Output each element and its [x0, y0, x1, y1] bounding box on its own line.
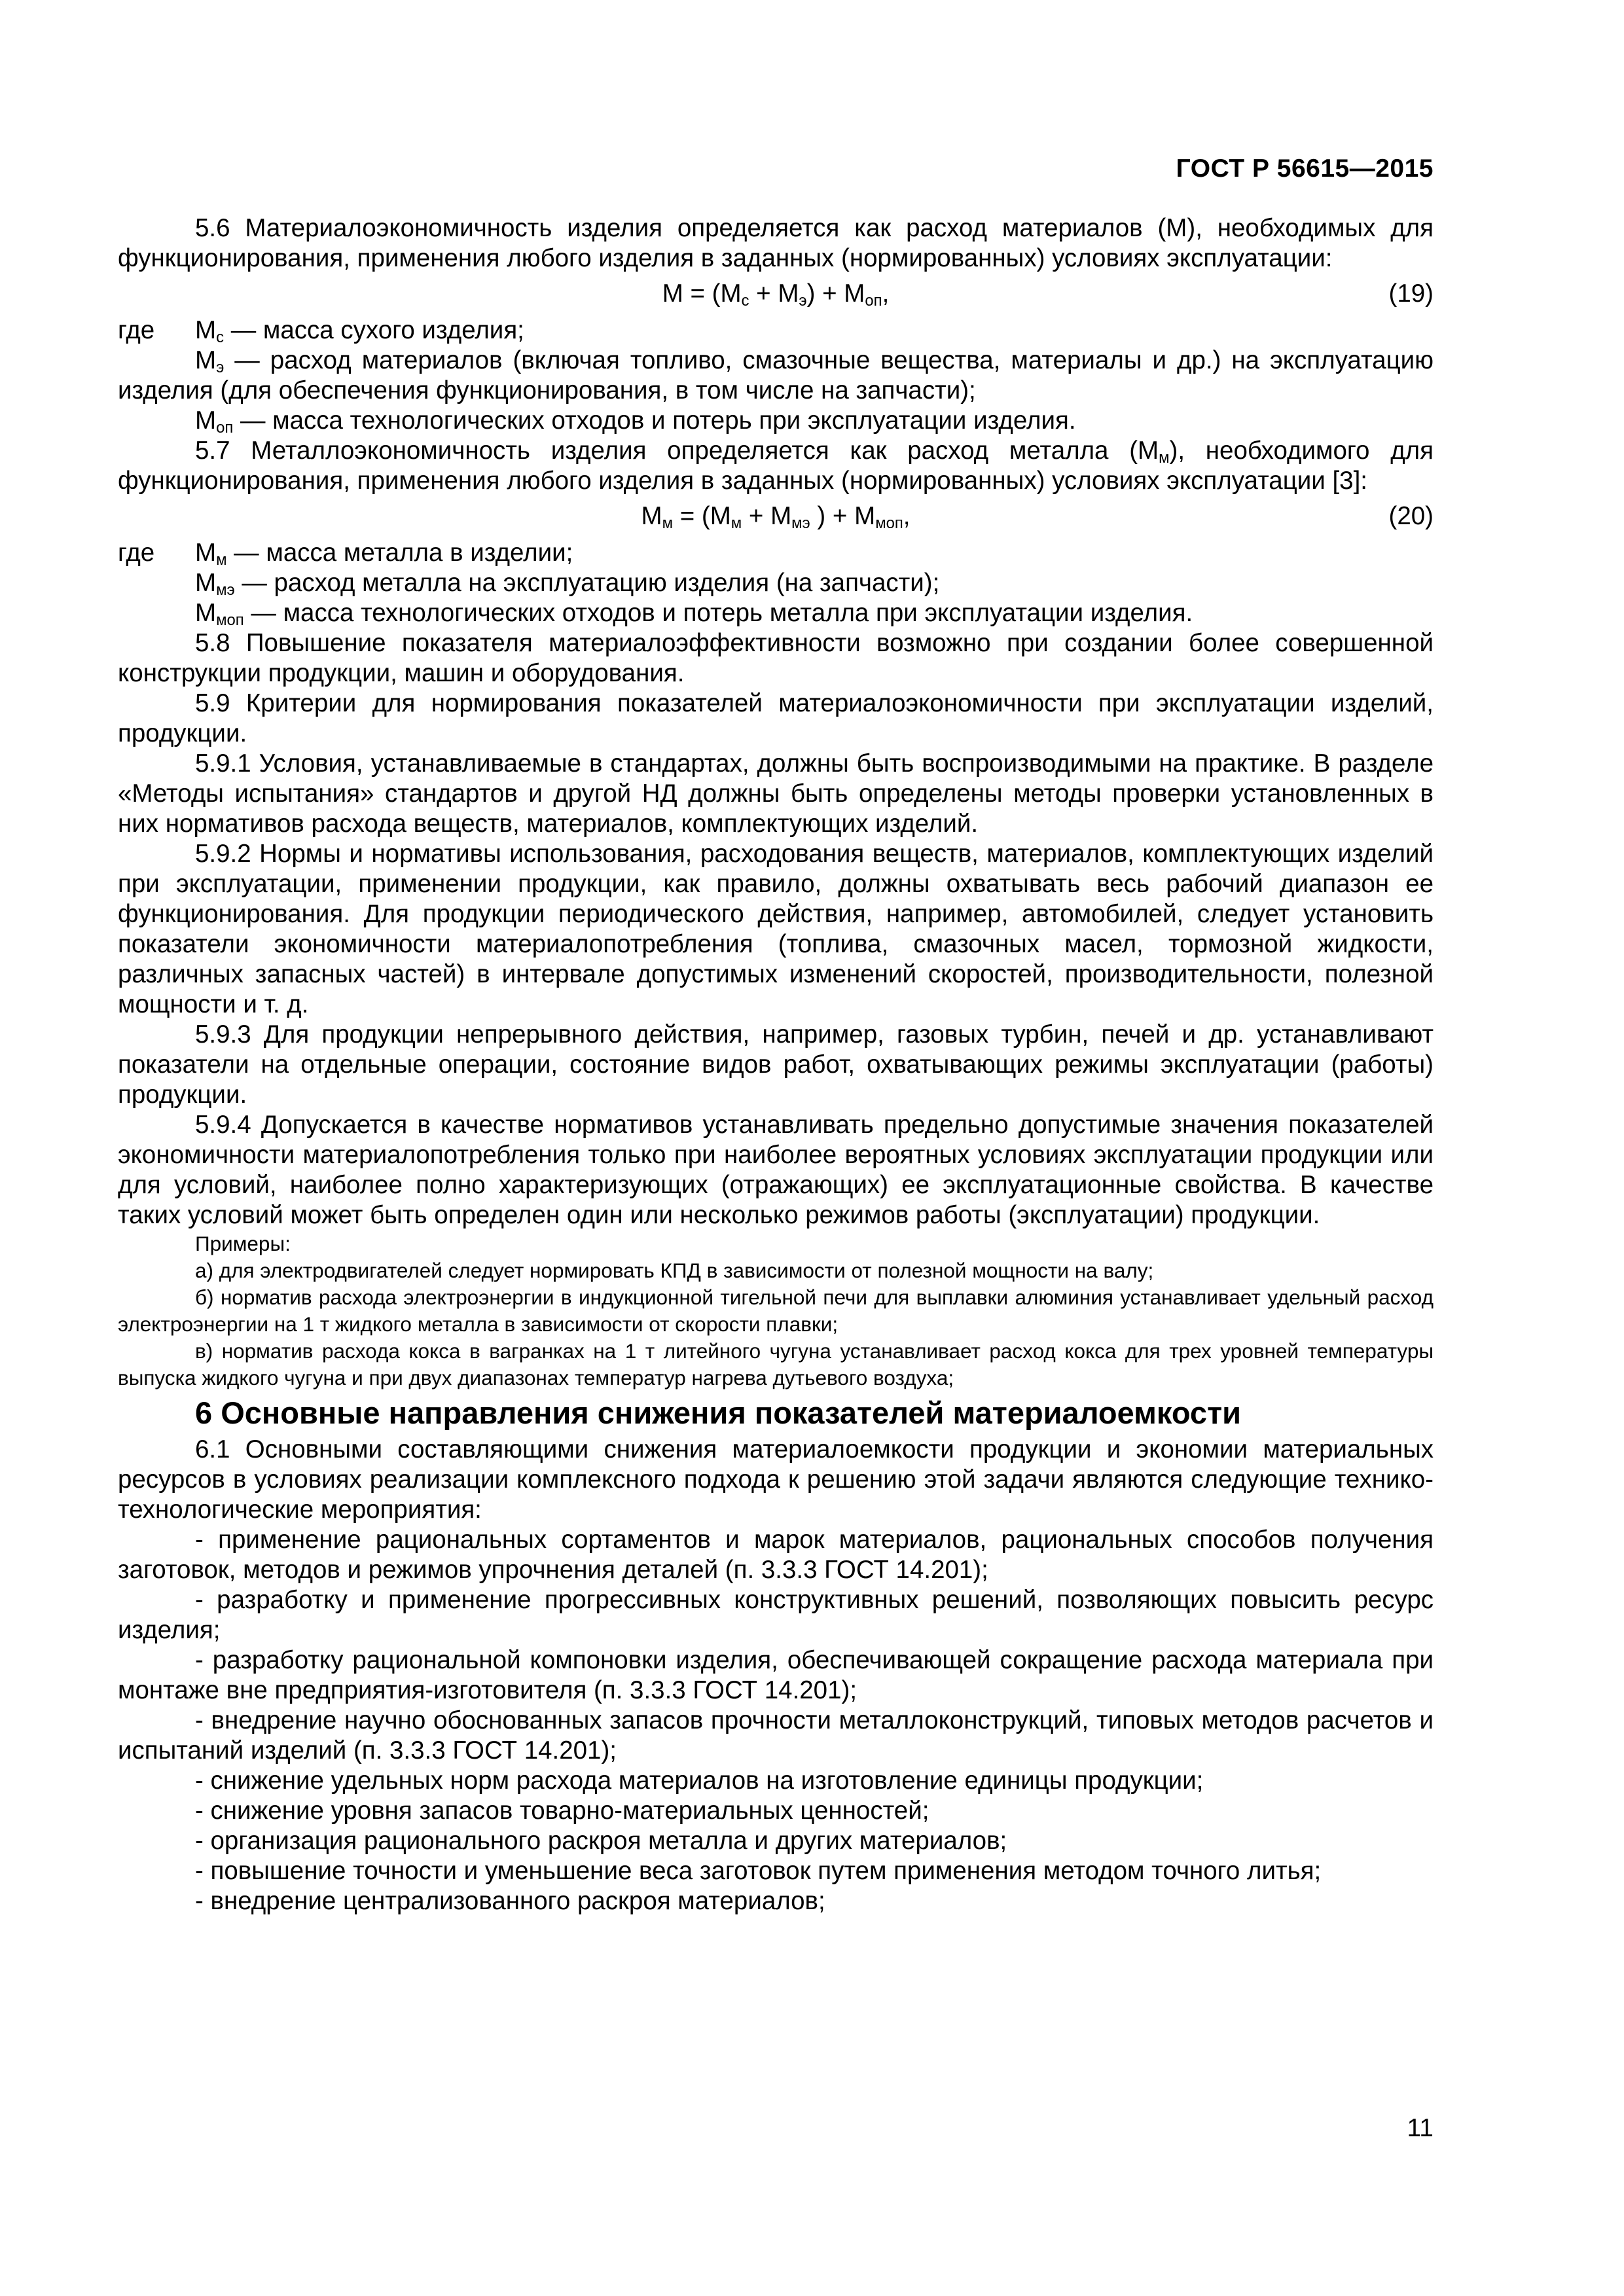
list-item: - применение рациональных сортаментов и марок материалов, рациональных способов получения заготовок, методов и режимов упрочнения деталей (п. 3.3.3 ГОСТ 14.201);: [118, 1526, 1434, 1584]
where-label: где: [118, 316, 155, 344]
formula-19: [118, 279, 1434, 309]
formula-20: [118, 501, 1434, 531]
list-item: - снижение уровня запасов товарно-материальных ценностей;: [195, 1797, 929, 1825]
where-label: где: [118, 539, 155, 567]
paragraph-5-9-1: 5.9.1 Условия, устанавливаемые в стандартах, должны быть воспроизводимыми на практике. В разделе «Методы испытания» стандартов и другой НД должны быть определены методы проверки установленных в них нормативов расхода веществ, материалов, комплектующих изделий.: [118, 749, 1434, 838]
formula-20-number: (20): [1388, 502, 1434, 530]
example-c: в) норматив расхода кокса в вагранках на 1 т литейного чугуна устанавливает расход кокса для трех уровней температуры выпуска жидкого чугуна и при двух диапазонах температур нагрева дутьевого воздуха;: [118, 1339, 1434, 1390]
example-a: а) для электродвигателей следует нормировать КПД в зависимости от полезной мощности на валу;: [195, 1259, 1154, 1282]
definition-20-mme: $М_{мэ}$ — расход металла на эксплуатацию изделия (на запчасти);: [195, 569, 940, 599]
paragraph-5-9-2: 5.9.2 Нормы и нормативы использования, расходования веществ, материалов, комплектующих изделий при эксплуатации, применении продукции, как правило, должны охватывать весь рабочий диапазон ее функционирования. Для продукции периодического действия, например, автомобилей, следует установить показатели экономичности материалопотребления (топлива, смазочных масел, тормозной жидкости, различных запасных частей) в интервале допустимых изменений скоростей, производительности, полезной мощности и т. д.: [118, 840, 1434, 1018]
list-item: - повышение точности и уменьшение веса заготовок путем применения методом точного литья;: [195, 1857, 1322, 1885]
list-item: - снижение удельных норм расхода материалов на изготовление единицы продукции;: [195, 1767, 1204, 1795]
definition-20-mm: где $М_м$ — масса металла в изделии;: [118, 539, 573, 569]
list-item: - внедрение централизованного раскроя материалов;: [195, 1887, 825, 1915]
paragraph-6-1: 6.1 Основными составляющими снижения материалоемкости продукции и экономии материальных ресурсов в условиях реализации комплексного подхода к решению этой задачи являются следующие технико-технологические мероприятия:: [118, 1435, 1434, 1524]
formula-19-number: (19): [1388, 279, 1434, 308]
definition-19-mop: $М_{оп}$ — масса технологических отходов и потерь при эксплуатации изделия.: [195, 406, 1076, 437]
list-item: - разработку и применение прогрессивных конструктивных решений, позволяющих повысить ресурс изделия;: [118, 1586, 1434, 1644]
formula-19-expression: $М = (М_с + М_э) + М_{оп}$,: [662, 279, 890, 310]
paragraph-5-9: 5.9 Критерии для нормирования показателей материалоэкономичности при эксплуатации изделий, продукции.: [118, 689, 1434, 747]
formula-20-expression: $М_м = (М_м + М_{мэ}$ ) + $М_{моп}$,: [641, 502, 911, 532]
paragraph-5-8: 5.8 Повышение показателя материалоэффективности возможно при создании более совершенной конструкции продукции, машин и оборудования.: [118, 629, 1434, 687]
list-item: - внедрение научно обоснованных запасов прочности металлоконструкций, типовых методов расчетов и испытаний изделий (п. 3.3.3 ГОСТ 14.201);: [118, 1706, 1434, 1765]
definition-19-me: $М_э$ — расход материалов (включая топливо, смазочные вещества, материалы и др.) на эксплуатацию изделия (для обеспечения функционирования, в том числе на запчасти);: [118, 346, 1434, 404]
page-content: [118, 213, 1434, 1916]
page-number: 11: [1407, 2114, 1434, 2142]
example-b: б) норматив расхода электроэнергии в индукционной тигельной печи для выплавки алюминия устанавливает удельный расход электроэнергии на 1 т жидкого металла в зависимости от скорости плавки;: [118, 1285, 1434, 1336]
paragraph-5-9-4: 5.9.4 Допускается в качестве нормативов устанавливать предельно допустимые значения показателей экономичности материалопотребления только при наиболее вероятных условиях эксплуатации продукции или для условий, наиболее полно характеризующих (отражающих) ее эксплуатационные свойства. В качестве таких условий может быть определен один или несколько режимов работы (эксплуатации) продукции.: [118, 1111, 1434, 1229]
examples-title: Примеры:: [195, 1232, 291, 1255]
definition-20-mmop: $М_{моп}$ — масса технологических отходов и потерь металла при эксплуатации изделия.: [195, 599, 1193, 629]
paragraph-5-9-3: 5.9.3 Для продукции непрерывного действия, например, газовых турбин, печей и др. устанавливают показатели на отдельные операции, состояние видов работ, охватывающих режимы эксплуатации (работы) продукции.: [118, 1020, 1434, 1109]
document-header: ГОСТ Р 56615—2015: [1176, 154, 1434, 183]
paragraph-5-7: 5.7 Металлоэкономичность изделия определяется как расход металла $(М_м)$, необходимого для функционирования, применения любого изделия в заданных (нормированных) условиях эксплуатации [3]:: [118, 437, 1434, 495]
definition-19-mc: где $М_с$ — масса сухого изделия;: [118, 316, 524, 346]
list-item: - организация рационального раскроя металла и других материалов;: [195, 1827, 1007, 1855]
list-item: - разработку рациональной компоновки изделия, обеспечивающей сокращение расхода материала при монтаже вне предприятия-изготовителя (п. 3.3.3 ГОСТ 14.201);: [118, 1646, 1434, 1704]
section-6-heading: 6 Основные направления снижения показателей материалоемкости: [195, 1395, 1241, 1430]
paragraph-5-6: 5.6 Материалоэкономичность изделия определяется как расход материалов (М), необходимых для функционирования, применения любого изделия в заданных (нормированных) условиях эксплуатации:: [118, 214, 1434, 272]
